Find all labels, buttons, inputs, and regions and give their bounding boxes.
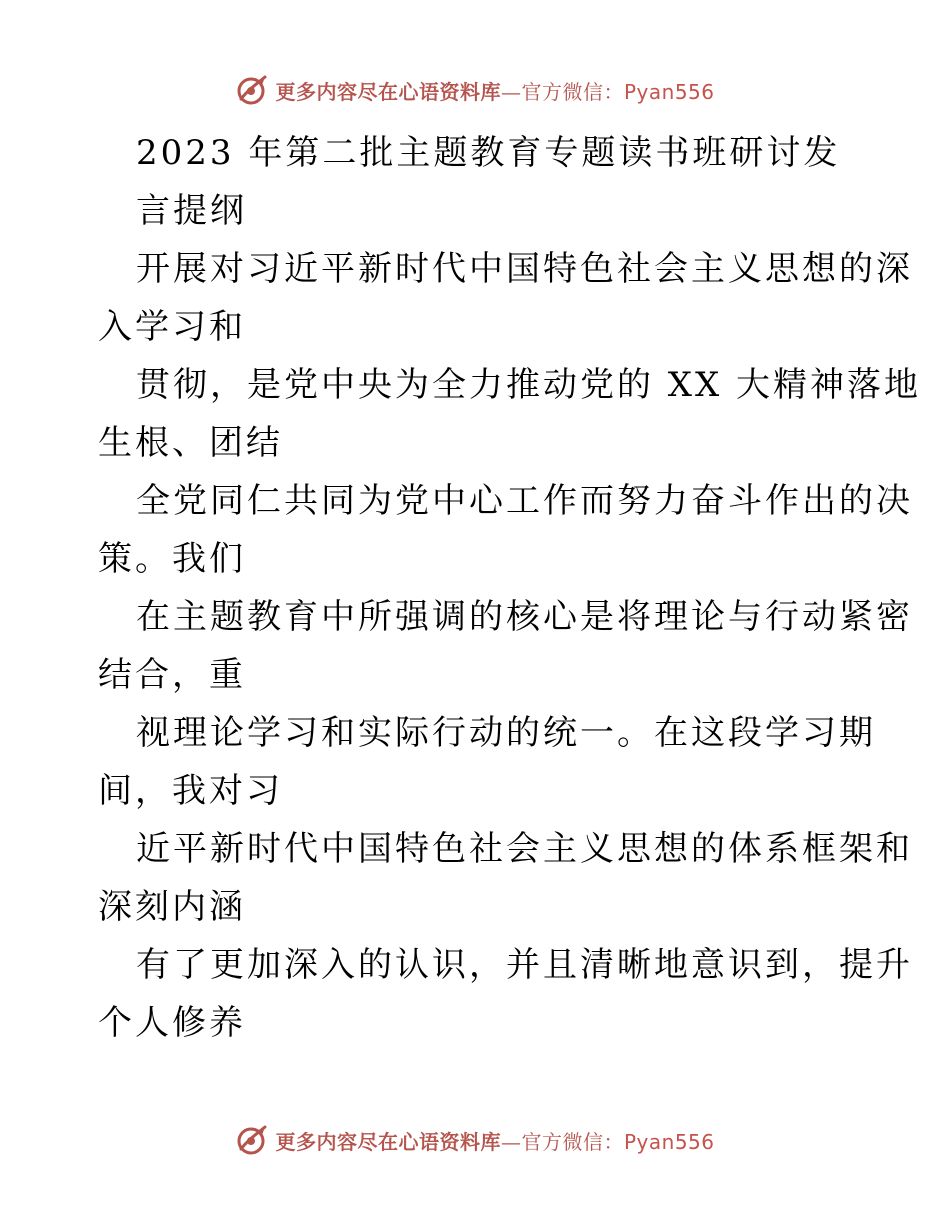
text-line-12: 间，我对习: [98, 771, 283, 811]
text-line-6: 生根、团结: [98, 423, 283, 463]
banner-title: 更多内容尽在心语资料库: [275, 79, 501, 104]
quill-swirl-icon: [235, 73, 269, 107]
wechat-label: 官方微信：: [521, 79, 624, 104]
header-banner: [0, 70, 950, 110]
text-line-11: 视理论学习和实际行动的统一。在这段学习期: [136, 713, 876, 753]
text-line-1: 2023 年第二批主题教育专题读书班研讨发: [136, 133, 841, 173]
banner-text: [275, 1126, 714, 1155]
document-body: [98, 124, 922, 1052]
text-line-13: 近平新时代中国特色社会主义思想的体系框架和: [136, 829, 913, 869]
text-line-15: 有了更加深入的认识，并且清晰地意识到，提升: [136, 945, 913, 985]
banner-text: [275, 76, 714, 105]
wechat-label: 官方微信：: [521, 1129, 624, 1154]
text-line-8: 策。我们: [98, 539, 246, 579]
footer-banner: [0, 1120, 950, 1160]
text-line-14: 深刻内涵: [98, 887, 246, 927]
banner-title: 更多内容尽在心语资料库: [275, 1129, 501, 1154]
banner-separator: —: [500, 1129, 522, 1154]
quill-swirl-icon: [235, 1123, 269, 1157]
wechat-id: Pyan556: [623, 79, 715, 104]
text-line-5: 贯彻，是党中央为全力推动党的 XX 大精神落地: [136, 365, 922, 405]
wechat-id: Pyan556: [623, 1129, 715, 1154]
text-line-16: 个人修养: [98, 1003, 246, 1043]
text-line-2: 言提纲: [136, 191, 247, 231]
banner-separator: —: [500, 79, 522, 104]
text-line-7: 全党同仁共同为党中心工作而努力奋斗作出的决: [136, 481, 913, 521]
text-line-10: 结合，重: [98, 655, 246, 695]
text-line-4: 入学习和: [98, 307, 246, 347]
text-line-3: 开展对习近平新时代中国特色社会主义思想的深: [136, 249, 913, 289]
text-line-9: 在主题教育中所强调的核心是将理论与行动紧密: [136, 597, 913, 637]
